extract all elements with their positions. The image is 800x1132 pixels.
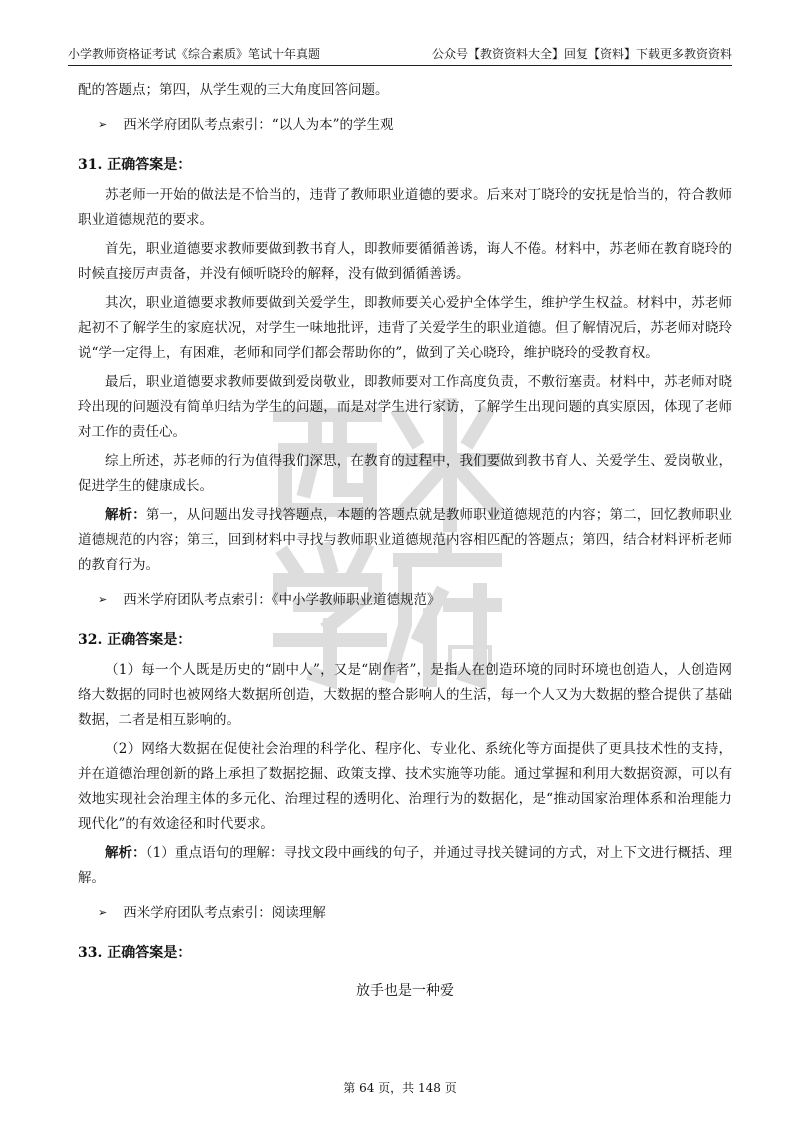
q31-analysis-label: 解析：: [105, 507, 146, 523]
intro-index-bullet: [98, 113, 732, 137]
q32-analysis-label: 解析：: [105, 845, 146, 861]
q32-index-text: 西米学府团队考点索引：阅读理解: [123, 905, 326, 921]
q31-analysis-text: 第一，从问题出发寻找答题点，本题的答题点就是教师职业道德规范的内容；第二，回忆教师职业道德规范的内容；第三，回到材料中寻找与教师职业道德规范内容相匹配的答题点；第四，结合材料评析老师的教育行为。: [78, 507, 733, 573]
q31-paragraph: 最后，职业道德要求教师要做到爱岗敬业，即教师要对工作高度负责，不敷衍塞责。材料中，苏老师对晓玲出现的问题没有简单归结为学生的问题，而是对学生进行家访，了解学生出现问题的真实原因，体现了老师对工作的责任心。: [78, 374, 732, 440]
page-content: [78, 78, 732, 1003]
q32-paragraph: （2）网络大数据在促使社会治理的科学化、程序化、专业化、系统化等方面提供了更具技术性的支持，并在道德治理创新的路上承担了数据挖掘、政策支撑、技术实施等功能。通过掌握和利用大数据资源，可以有效地实现社会治理主体的多元化、治理过程的透明化、治理行为的数据化，是“推动国家治理体系和治理能力现代化”的有效途径和时代要求。: [78, 741, 732, 832]
q31-index-text: 西米学府团队考点索引：《中小学教师职业道德规范》: [123, 592, 441, 608]
arrow-bullet-icon: ➢: [98, 906, 108, 919]
q31-paragraph: 其次，职业道德要求教师要做到关爱学生，即教师要关心爱护全体学生，维护学生权益。材料中，苏老师起初不了解学生的家庭状况，对学生一味地批评，违背了关爱学生的职业道德。但了解情况后，苏老师对晓玲说“学一定得上，有困难，老师和同学们都会帮助你的”，做到了关心晓玲，维护晓玲的受教育权。: [78, 295, 732, 361]
intro-index-text: 西米学府团队考点索引：“以人为本”的学生观: [123, 117, 394, 133]
q31-analysis: [78, 503, 732, 578]
q33-title: 33. 正确答案是：: [78, 945, 192, 961]
q32-analysis-text: （1）重点语句的理解：寻找文段中画线的句子，并通过寻找关键词的方式，对上下文进行概括、理解。: [78, 845, 733, 886]
intro-line: 配的答题点；第四，从学生观的三大角度回答问题。: [78, 82, 389, 98]
q32-index-bullet: [98, 901, 732, 925]
q31-paragraph: 首先，职业道德要求教师要做到教书育人，即教师要循循善诱，诲人不倦。材料中，苏老师在教育晓玲的时候直接厉声责备，并没有倾听晓玲的解释，没有做到循循善诱。: [78, 241, 732, 282]
arrow-bullet-icon: ➢: [98, 118, 108, 131]
q31-paragraph: 苏老师一开始的做法是不恰当的，违背了教师职业道德的要求。后来对丁晓玲的安抚是恰当的，符合教师职业道德规范的要求。: [78, 187, 732, 228]
header-right-promo: 公众号【教资资料大全】回复【资料】下载更多教资资料: [431, 47, 732, 61]
q31-index-bullet: [98, 588, 732, 612]
q32-analysis: [78, 841, 732, 891]
header-left-title: 小学教师资格证考试《综合素质》笔试十年真题: [68, 47, 321, 61]
page-number: 第 64 页，共 148 页: [343, 1081, 457, 1095]
q32-title: 32. 正确答案是：: [78, 632, 192, 648]
arrow-bullet-icon: ➢: [98, 593, 108, 606]
q33-essay-title: 放手也是一种爱: [356, 983, 454, 999]
q32-paragraph: （1）每一个人既是历史的“剧中人”，又是“剧作者”，是指人在创造环境的同时环境也创造人，人创造网络大数据的同时也被网络大数据所创造，大数据的整合影响人的生活，每一个人又为大数据的整合提供了基础数据，二者是相互影响的。: [78, 662, 732, 728]
q31-paragraph: 综上所述，苏老师的行为值得我们深思，在教育的过程中，我们要做到教书育人、关爱学生、爱岗敬业，促进学生的健康成长。: [78, 453, 732, 494]
q31-title: 31. 正确答案是：: [78, 157, 192, 173]
page-header: [68, 42, 732, 66]
